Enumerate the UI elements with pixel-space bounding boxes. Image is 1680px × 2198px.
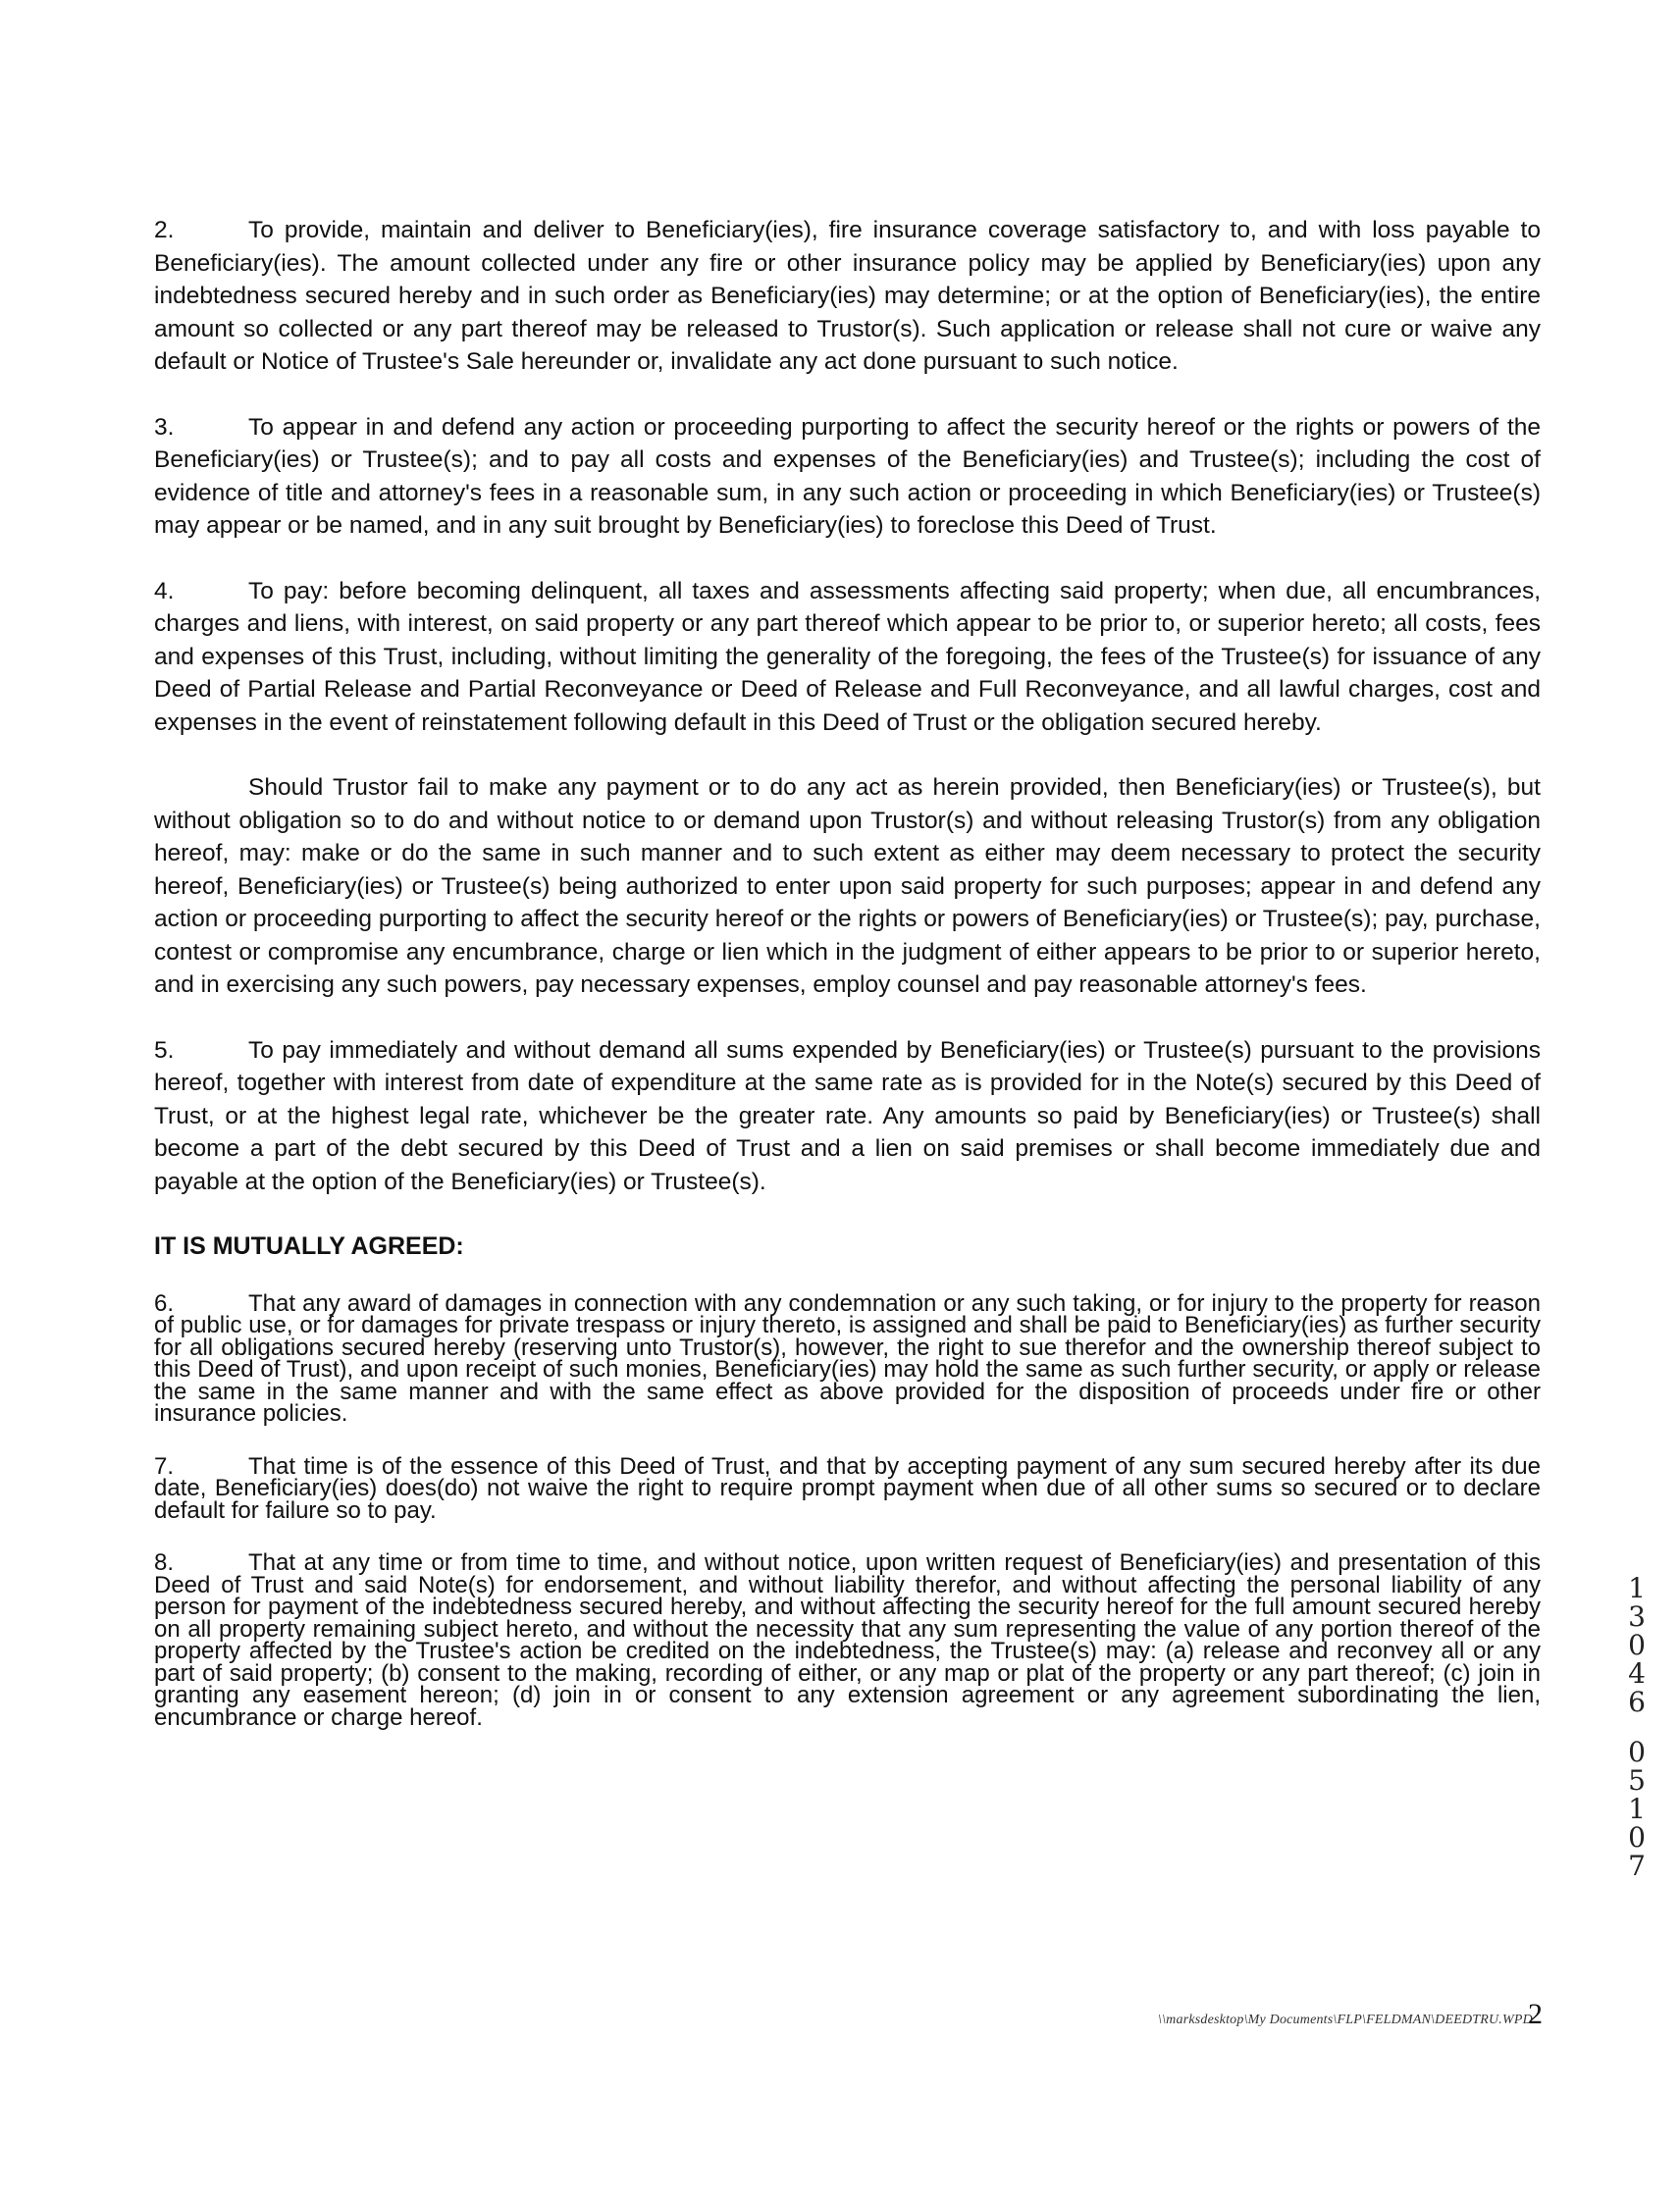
page-number: 2 [1528, 1998, 1543, 2030]
stamp-digit: 0 [1628, 1629, 1646, 1661]
paragraph-number: 4. [154, 577, 175, 604]
paragraph-number: 5. [154, 1036, 175, 1064]
paragraph-7 [154, 1452, 1541, 1524]
recording-stamp [1624, 1574, 1650, 1880]
stamp-digit: 4 [1628, 1657, 1646, 1690]
paragraph-text: Should Trustor fail to make any payment or to do any act as herein provided, then Beneficiary(ies) or Trustee(s), but without obligation so to do and without notice to or demand upon Trustor(s) and without releasing Trustor(s) from any obligation hereof, may: make or do the same in such manner and to such extent as either may deem necessary to protect the security hereof, Beneficiary(ies) or Trustee(s) being authorized to enter upon said property for such purposes; appear in and defend any action or proceeding purporting to affect the security hereof or the rights or powers of Beneficiary(ies) or Trustee(s); pay, purchase, contest or compromise any encumbrance, charge or lien which in the judgment of either appears to be prior to or superior hereto, and in exercising any such powers, pay necessary expenses, employ counsel and pay reasonable attorney's fees. [154, 774, 1541, 998]
paragraph-trustor-default [154, 771, 1541, 1002]
paragraph-text: That time is of the essence of this Deed of Trust, and that by accepting payment of any sum secured hereby after its due date, Beneficiary(ies) does(do) not waive the right to require prompt payment when due of all other sums so secured or to declare default for failure so to pay. [154, 1452, 1541, 1524]
paragraph-text: That at any time or from time to time, and without notice, upon written request of Beneficiary(ies) and presentation of this Deed of Trust and said Note(s) for endorsement, and without liability therefor, and without affecting the personal liability of any person for payment of the indebtedness secured hereby, and without affecting the security hereof for the full amount secured hereby on all property remaining subject hereto, and without the necessity that any sum representing the value of any portion thereof of the property affected by the Trustee's action be credited on the indebtedness, the Trustee(s) may: (a) release and reconvey all or any part of said property; (b) consent to the making, recording of either, or any map or plat of the property or any part thereof; (c) join in granting any easement hereon; (d) join in or consent to any extension agreement or any agreement subordinating the lien, encumbrance or charge hereof. [154, 1549, 1541, 1731]
paragraph-number: 6. [154, 1289, 175, 1317]
footer-file-path: \\marksdesktop\My Documents\FLP\FELDMAN\DEEDTRU.WPD [1158, 2013, 1533, 2027]
stamp-digit: 5 [1628, 1764, 1646, 1797]
paragraph-number: 3. [154, 413, 175, 441]
paragraph-text: To provide, maintain and deliver to Beneficiary(ies), fire insurance coverage satisfactory to, and with loss payable to Beneficiary(ies). The amount collected under any fire or other insurance policy may be applied by Beneficiary(ies) upon any indebtedness secured hereby and in such order as Beneficiary(ies) may determine; or at the option of Beneficiary(ies), the entire amount so collected or any part thereof may be released to Trustor(s). Such application or release shall not cure or waive any default or Notice of Trustee's Sale hereunder or, invalidate any act done pursuant to such notice. [154, 217, 1541, 375]
paragraph-3 [154, 411, 1541, 543]
section-heading: IT IS MUTUALLY AGREED: [154, 1232, 464, 1260]
paragraph-text: That any award of damages in connection with any condemnation or any such taking, or for injury to the property for reason of public use, or for damages for private trespass or injury thereto, is assigned and shall be paid to Beneficiary(ies) as further security for all obligations secured hereby (reserving unto Trustor(s), however, the right to sue therefor and the ownership thereof subject to this Deed of Trust), and upon receipt of such monies, Beneficiary(ies) may hold the same as such further security, or apply or release the same in the same manner and with the same effect as above provided for the disposition of proceeds under fire or other insurance policies. [154, 1289, 1541, 1427]
paragraph-number: 2. [154, 217, 175, 243]
paragraph-number: 8. [154, 1549, 175, 1576]
paragraph-text: To pay immediately and without demand all sums expended by Beneficiary(ies) or Trustee(s) pursuant to the provisions hereof, together with interest from date of expenditure at the same rate as is provided for in the Note(s) secured by this Deed of Trust, or at the highest legal rate, whichever be the greater rate. Any amounts so paid by Beneficiary(ies) or Trustee(s) shall become a part of the debt secured by this Deed of Trust and a lien on said premises or shall become immediately due and payable at the option of the Beneficiary(ies) or Trustee(s). [154, 1036, 1541, 1195]
paragraph-4 [154, 575, 1541, 740]
paragraph-number: 7. [154, 1452, 175, 1480]
stamp-digit: 1 [1628, 1793, 1646, 1825]
document-body [154, 214, 1541, 1759]
paragraph-8 [154, 1549, 1541, 1731]
stamp-digit: 0 [1628, 1821, 1646, 1854]
paragraph-text: To pay: before becoming delinquent, all taxes and assessments affecting said property; when due, all encumbrances, charges and liens, with interest, on said property or any part thereof which appear to be prior to, or superior hereto; all costs, fees and expenses of this Trust, including, without limiting the generality of the foregoing, the fees of the Trustee(s) for issuance of any Deed of Partial Release and Partial Reconveyance or Deed of Release and Full Reconveyance, and all lawful charges, cost and expenses in the event of reinstatement following default in this Deed of Trust or the obligation secured hereby. [154, 577, 1541, 736]
paragraph-5 [154, 1034, 1541, 1199]
paragraph-text: To appear in and defend any action or proceeding purporting to affect the security hereof or the rights or powers of the Beneficiary(ies) or Trustee(s); and to pay all costs and expenses of the Beneficiary(ies) and Trustee(s); including the cost of evidence of title and attorney's fees in a reasonable sum, in any such action or proceeding in which Beneficiary(ies) or Trustee(s) may appear or be named, and in any suit brought by Beneficiary(ies) to foreclose this Deed of Trust. [154, 413, 1541, 539]
paragraph-2 [154, 214, 1541, 379]
stamp-digit: 0 [1628, 1736, 1646, 1768]
stamp-digit: 7 [1628, 1850, 1646, 1882]
paragraph-6 [154, 1289, 1541, 1427]
stamp-digit: 3 [1628, 1600, 1646, 1633]
stamp-digit: 1 [1628, 1572, 1646, 1604]
stamp-digit: 6 [1628, 1686, 1646, 1718]
